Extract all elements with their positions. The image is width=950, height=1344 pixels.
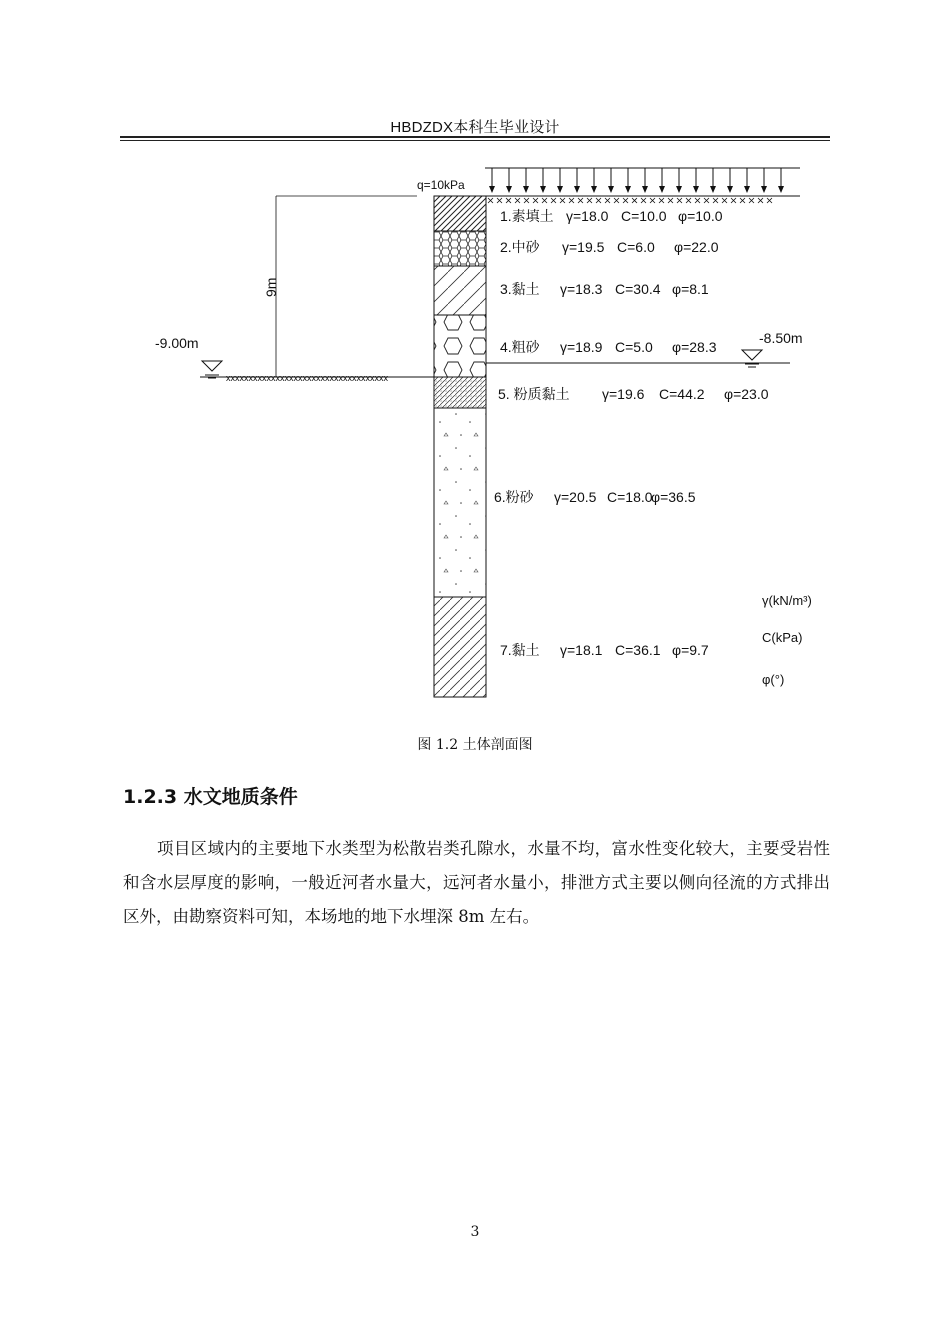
- layer-cohesion-1: C=10.0: [621, 208, 667, 224]
- layer-name-5: 5. 粉质黏土: [498, 386, 570, 402]
- layer-friction-angle-2: φ=22.0: [674, 239, 719, 255]
- soil-layer-2: [434, 231, 486, 266]
- soil-column: [434, 196, 486, 697]
- unit-phi: φ(°): [762, 672, 785, 687]
- right-water-level-label: -8.50m: [759, 330, 803, 346]
- layer-cohesion-4: C=5.0: [615, 339, 653, 355]
- layer-cohesion-2: C=6.0: [617, 239, 655, 255]
- layer-friction-angle-3: φ=8.1: [672, 281, 709, 297]
- dimension-label: 9m: [263, 277, 279, 297]
- layer-name-4: 4.粗砂: [500, 339, 540, 355]
- section-heading: 1.2.3 水文地质条件: [123, 786, 298, 808]
- left-water-level-icon: [202, 361, 222, 371]
- unit-c: C(kPa): [762, 630, 803, 645]
- layer-name-7: 7.黏土: [500, 642, 540, 658]
- load-label: q=10kPa: [417, 178, 465, 192]
- layer-friction-angle-5: φ=23.0: [724, 386, 769, 402]
- layer-friction-angle-6: φ=36.5: [651, 489, 696, 505]
- layer-friction-angle-4: φ=28.3: [672, 339, 717, 355]
- layer-gamma-3: γ=18.3: [560, 281, 603, 297]
- layer-name-1: 1.素填土: [500, 208, 554, 224]
- soil-layer-1: [434, 196, 486, 231]
- section-paragraph: 项目区域内的主要地下水类型为松散岩类孔隙水，水量不均，富水性变化较大，主要受岩性和含水层厚度的影响，一般近河者水量大，远河者水量小，排泄方式主要以侧向径流的方式排出区外，由勘察资料可知，本场地的地下水埋深 8m 左右。: [123, 839, 830, 926]
- layer-gamma-5: γ=19.6: [602, 386, 645, 402]
- soil-layer-7: [434, 597, 486, 697]
- layer-gamma-1: γ=18.0: [566, 208, 609, 224]
- layer-cohesion-5: C=44.2: [659, 386, 705, 402]
- right-water-level-icon: [742, 350, 762, 360]
- soil-layer-5: [434, 377, 486, 408]
- layer-cohesion-6: C=18.0: [607, 489, 653, 505]
- unit-gamma: γ(kN/m³): [762, 593, 812, 608]
- excavation-floor-hatch: xxxxxxxxxxxxxxxxxxxxxxxxxxxxxxxxxxxx: [226, 373, 388, 383]
- left-water-level-label: -9.00m: [155, 335, 199, 351]
- page-number: 3: [470, 1224, 480, 1240]
- figure-caption: 图 1.2 土体剖面图: [417, 737, 533, 753]
- layer-name-3: 3.黏土: [500, 281, 540, 297]
- layer-gamma-6: γ=20.5: [554, 489, 597, 505]
- layer-labels: [494, 208, 769, 658]
- layer-gamma-2: γ=19.5: [562, 239, 605, 255]
- layer-gamma-4: γ=18.9: [560, 339, 603, 355]
- layer-friction-angle-7: φ=9.7: [672, 642, 709, 658]
- soil-layer-4: [434, 315, 486, 377]
- layer-cohesion-7: C=36.1: [615, 642, 661, 658]
- soil-layer-6: [434, 408, 486, 597]
- layer-gamma-7: γ=18.1: [560, 642, 603, 658]
- soil-layer-3: [434, 266, 486, 315]
- layer-name-6: 6.粉砂: [494, 489, 534, 505]
- layer-friction-angle-1: φ=10.0: [678, 208, 723, 224]
- layer-cohesion-3: C=30.4: [615, 281, 661, 297]
- page-header: HBDZDX本科生毕业设计: [390, 119, 560, 136]
- layer-name-2: 2.中砂: [500, 239, 540, 255]
- surcharge-load-arrows: [488, 168, 784, 203]
